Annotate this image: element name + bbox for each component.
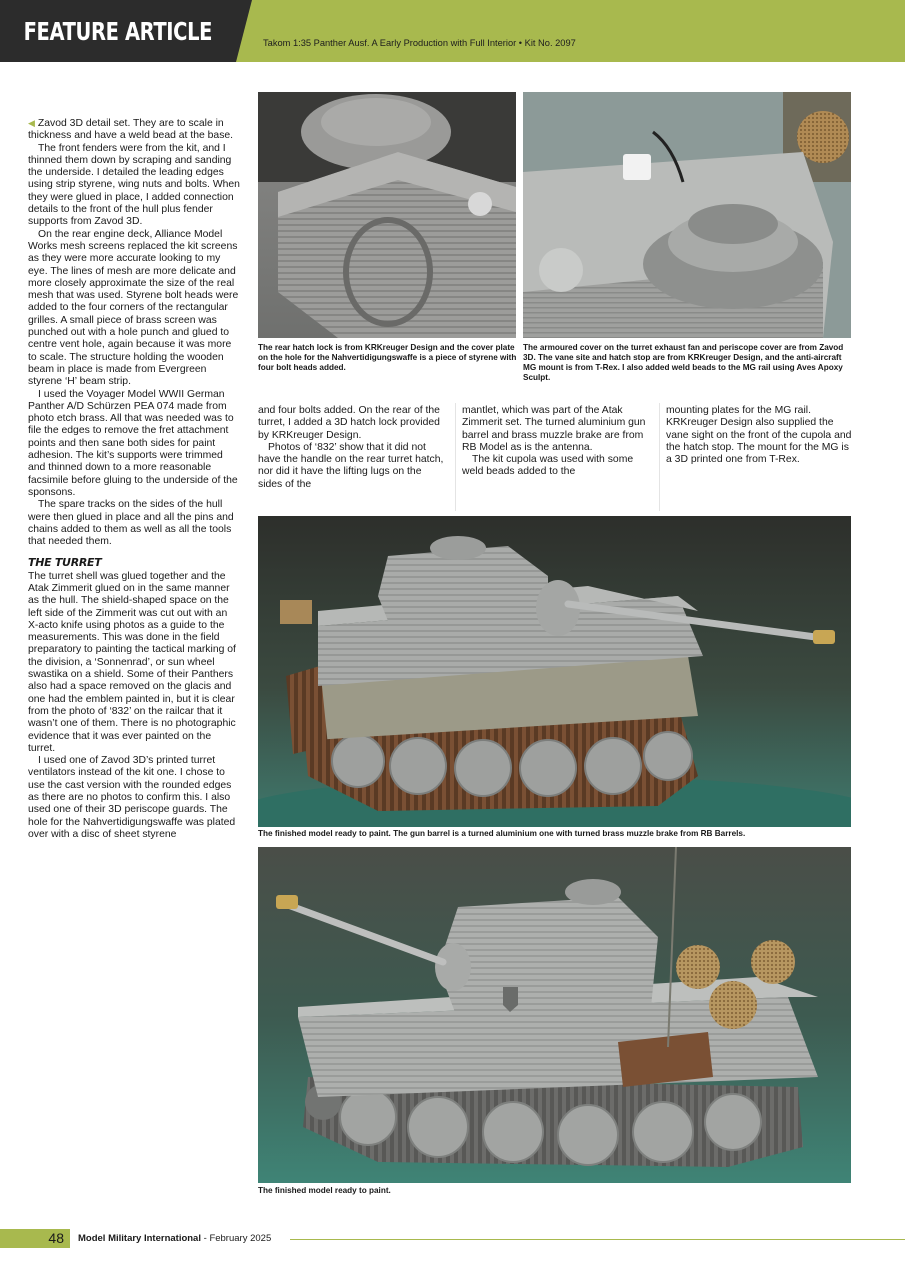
paragraph: mounting plates for the MG rail. KRKreuger Design also supplied the vane sight on the front of the cupola and the hatch stop. The mount for the MG is a 3D printed one from T-Rex. (666, 405, 852, 466)
paragraph: Photos of ‘832’ show that it did not have the handle on the rear turret hatch, nor did it have the lifting lugs on the sides of the (258, 441, 444, 490)
paragraph: I used the Voyager Model WWII German Panther A/D Schürzen PEA 074 made from photo etch brass. All that was needed was to file the edges to remove the fret attachment points and then sane both sides for paint adhesion. The kit’s supports were trimmed and thinned down to a more reasonable facsimile before gluing to the underside of the sponsons. (28, 388, 238, 498)
left-text-column (28, 117, 240, 841)
continue-arrow-icon: ◀ (28, 118, 35, 128)
footer-rule (290, 1239, 905, 1240)
paragraph: The turret shell was glued together and the Atak Zimmerit glued on in the same manner as the hull. The shield-shaped space on the left side of the Zimmerit was cut out with an X-acto knife using photos as a guide to the measurements. This was done in the field preparatory to painting the tactical marking of the division, a ‘Sonnenrad’, or sun wheel swastika on a shield. Some of their Panthers also had a space removed on the glacis and one had the emblem painted in, but it is clear from the photo of ‘832’ on the railcar that it wasn’t one of them. There is no photographic evidence that it was ever painted on the turret. (28, 570, 236, 754)
paragraph: On the rear engine deck, Alliance Model Works mesh screens replaced the kit screens as they were more accurate looking to my eye. The lines of mesh are more delicate and more closely approximate the size of the real mesh that was used. Styrene bolt heads were added to the four corners of the rectangular grilles. A small piece of brass screen was punched out with a hole punch and glued to centre vent hole, again because it was more to scale. The structure holding the wooden beam in place is made from Evergreen styrene ‘H’ beam strip. (28, 228, 239, 388)
paragraph: I used one of Zavod 3D’s printed turret ventilators instead of the kit one. I chose to use the cast version with the rounded edges as there are no photos to confirm this. I also used one of their 3D periscope guards. The hole for the Nahvertidigungswaffe was plated over with a disc of sheet styrene (28, 755, 236, 840)
caption-photo-2: The armoured cover on the turret exhaust fan and periscope cover are from Zavod 3D. The vane site and hatch stop are from KRKreuger Design, and the anti-aircraft MG mount is from T-Rex. I also added weld beads to the MG rail using Aves Apoxy Sculpt. (523, 343, 844, 382)
publication-name: Model Military International (78, 1233, 201, 1244)
issue-date: - February 2025 (201, 1233, 272, 1244)
paragraph: The spare tracks on the sides of the hull were then glued in place and all the pins and chains added to them as well as all the tools that needed them. (28, 499, 234, 548)
text-column-1 (258, 405, 448, 491)
photo-turret-rear (258, 92, 516, 338)
column-divider (455, 403, 456, 511)
paragraph: mantlet, which was part of the Atak Zimmerit set. The turned aluminium gun barrel and brass muzzle brake are from RB Model as is the antenna. (462, 405, 646, 453)
caption-photo-1: The rear hatch lock is from KRKreuger Design and the cover plate on the hole for the Nahvertidigungswaffe is a piece of styrene with four bolt heads added. (258, 343, 517, 372)
photo-finished-model-rear (258, 847, 851, 1183)
subheading-turret: THE TURRET (28, 556, 102, 570)
paragraph: ◀ Zavod 3D detail set. They are to scale in thickness and have a weld bead at the base. (28, 118, 234, 142)
caption-photo-3: The finished model ready to paint. The gun barrel is a turned aluminium one with turned brass muzzle brake from RB Barrels. (258, 829, 746, 838)
photo-finished-model-front (258, 516, 851, 827)
photo-turret-top (523, 92, 851, 338)
paragraph: The kit cupola was used with some weld beads added to the (462, 454, 634, 478)
column-divider (659, 403, 660, 511)
header-bar (0, 0, 905, 62)
caption-photo-4: The finished model ready to paint. (258, 1186, 391, 1195)
text-column-2 (462, 405, 652, 479)
page-number: 48 (0, 1229, 70, 1248)
article-subtitle: Takom 1:35 Panther Ausf. A Early Production with Full Interior • Kit No. 2097 (263, 38, 576, 48)
text-column-3 (666, 405, 856, 466)
paragraph: and four bolts added. On the rear of the turret, I added a 3D hatch lock provided by KRKreuger Design. (258, 405, 440, 441)
footer-publication (78, 1233, 271, 1244)
section-title: FEATURE ARTICLE (23, 16, 213, 46)
paragraph: The front fenders were from the kit, and I thinned them down by scraping and sanding the underside. I detailed the leading edges using strip styrene, wing nuts and bolts. When they were glued in place, I added connection details to the front of the hull plus fender supports from Zavod 3D. (28, 142, 240, 228)
feature-badge (0, 0, 236, 62)
